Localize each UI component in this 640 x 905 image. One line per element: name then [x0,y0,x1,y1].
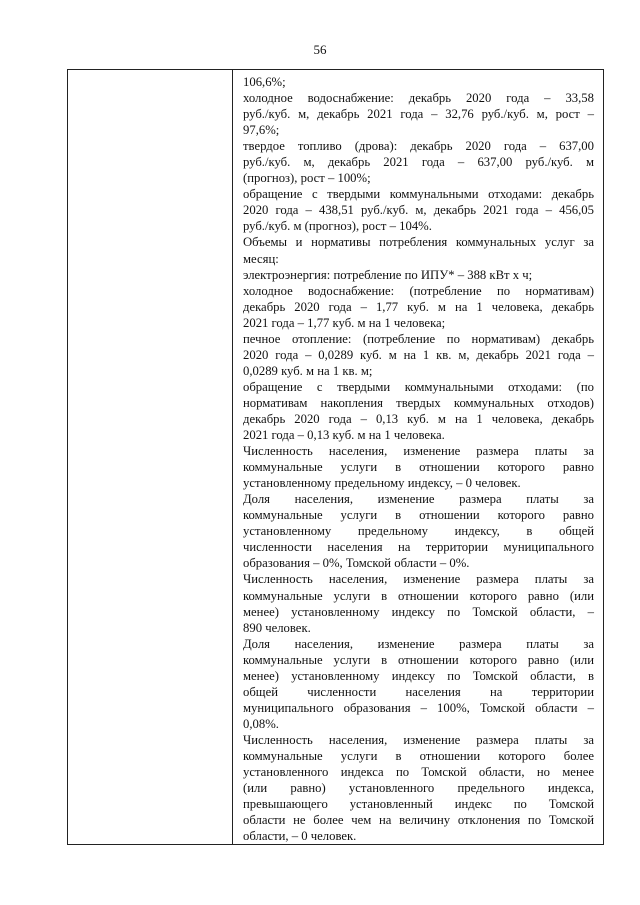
text-line: 0,0289 куб. м на 1 кв. м; [243,363,373,378]
text-line: холодное водоснабжение: декабрь 2020 года – 33,58 [243,91,594,106]
text-line: Численность населения, изменение размера платы за [243,572,594,587]
text-line: руб./куб. м (прогноз), рост – 104%. [243,219,432,234]
page-number: 56 [313,42,327,57]
text-line: муниципального образования – 100%, Томской области – [243,700,594,715]
text-line: коммунальные услуги в отношении которого равно (или [243,588,594,603]
text-line: 2020 года – 438,51 руб./куб. м, декабрь 2021 года – 456,05 [243,203,594,218]
text-line: (или равно) установленного предельного индекса, [243,781,594,796]
document-table [67,69,604,845]
table-right-cell [243,74,594,844]
text-line: печное отопление: (потребление по нормативам) декабрь [243,331,594,346]
text-line: 106,6%; [243,75,286,89]
text-line: месяц: [243,251,279,266]
text-line: установленному предельному индексу, в общей [243,524,594,539]
text-line: 890 человек. [243,620,311,635]
text-line: декабрь 2020 года – 1,77 куб. м на 1 человека, декабрь [243,299,594,314]
text-line: Численность населения, изменение размера платы за [243,732,594,747]
text-line: коммунальные услуги в отношении которого равно (или [243,652,594,667]
text-line: (прогноз), рост – 100%; [243,171,371,186]
text-line: превышающего установленный индекс по Томской [243,797,594,812]
text-line: нормативам накопления твердых коммунальных отходов) [243,395,594,410]
text-line: обращение с твердыми коммунальными отходами: (по [243,379,594,394]
text-line: 2020 года – 0,0289 куб. м на 1 кв. м, декабрь 2021 года – [243,347,594,362]
text-line: Доля населения, изменение размера платы за [243,636,594,651]
text-line: Численность населения, изменение размера платы за [243,444,594,459]
text-line: 0,08%. [243,716,279,731]
text-line: коммунальные услуги в отношении которого более [243,748,594,763]
text-line: численности населения на территории муниципального [243,540,594,555]
text-line: 97,6%; [243,123,280,138]
text-line: установленного индекса по Томской области, но менее [243,765,594,780]
text-line: коммунальные услуги в отношении которого равно [243,460,594,475]
text-line: установленному предельному индексу, – 0 человек. [243,476,521,491]
text-line: электроэнергия: потребление по ИПУ* – 388 кВт х ч; [243,267,533,282]
text-line: руб./куб. м, декабрь 2021 года – 637,00 руб./куб. м [243,155,594,170]
text-line: образования – 0%, Томской области – 0%. [243,556,470,571]
text-line: менее) установленному индексу по Томской области, в [243,668,594,683]
text-line: 2021 года – 1,77 куб. м на 1 человека; [243,315,446,330]
text-line: общей численности населения на территории [243,684,594,699]
text-line: области не более чем на величину отклонения по Томской [243,813,594,828]
text-line: обращение с твердыми коммунальными отходами: декабрь [243,187,594,202]
text-line: руб./куб. м, декабрь 2021 года – 32,76 руб./куб. м, рост – [243,107,594,122]
text-line: коммунальные услуги в отношении которого равно [243,508,594,523]
text-line: декабрь 2020 года – 0,13 куб. м на 1 человека, декабрь [243,411,594,426]
text-line: Доля населения, изменение размера платы за [243,492,594,507]
text-line: твердое топливо (дрова): декабрь 2020 года – 637,00 [243,139,594,154]
text-line: менее) установленному индексу по Томской области, – [243,604,594,619]
text-line: Объемы и нормативы потребления коммунальных услуг за [243,235,594,250]
text-line: области, – 0 человек. [243,829,357,844]
table-left-cell [68,70,233,844]
text-line: холодное водоснабжение: (потребление по нормативам) [243,283,594,298]
text-line: 2021 года – 0,13 куб. м на 1 человека. [243,428,445,443]
